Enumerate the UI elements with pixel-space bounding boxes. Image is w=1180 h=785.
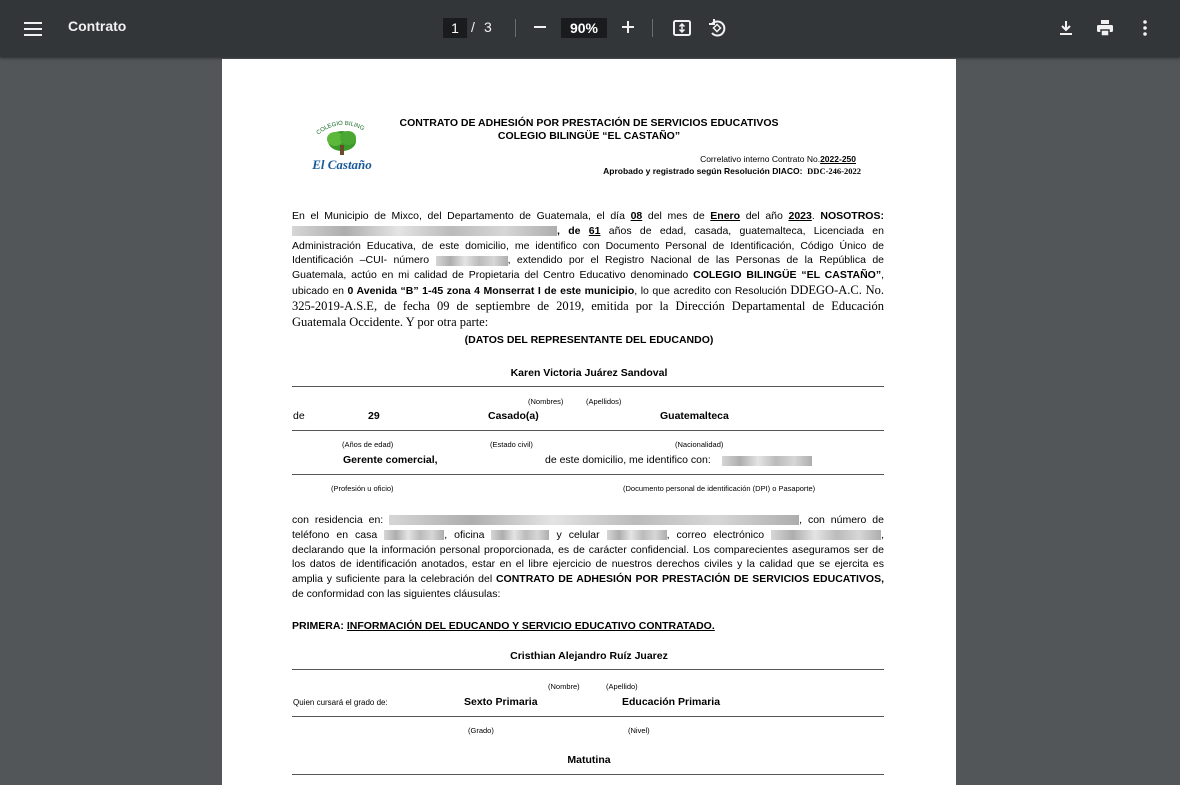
toolbar-divider (515, 19, 516, 37)
redacted-dpi (722, 456, 812, 466)
field-line (292, 774, 884, 775)
zoom-in-icon[interactable] (617, 16, 639, 38)
student-name: Cristhian Alejandro Ruíz Juarez (510, 650, 668, 662)
field-line (292, 669, 884, 670)
menu-icon[interactable] (18, 14, 48, 44)
label-profession: (Profesión u oficio) (331, 484, 394, 493)
contract-title-line1: CONTRATO DE ADHESIÓN POR PRESTACIÓN DE SERVICIOS EDUCATIVOS (399, 117, 779, 129)
document-title: Contrato (68, 18, 127, 34)
label-nombres: (Nombres) (528, 397, 564, 406)
logo-arc-text: COLEGIO BILING (315, 120, 366, 137)
zoom-out-icon[interactable] (529, 16, 551, 38)
label-civil: (Estado civil) (490, 440, 533, 449)
field-line (292, 430, 884, 431)
residence-paragraph: con residencia en: , con número de teléfono en casa , oficina y celular , correo electrónico , declarando que la información personal proporcionada, es de carácter confidencial. Los comparecientes aseguramos ser de los datos de identificación anotados, estar en el libre ejercicio de nuestros derechos civiles y la calidad que se ejercita es amplia y suficiente para la celebración del CONTRATO DE ADHESIÓN POR PRESTACIÓN DE SERVICIOS EDUCATIVOS, de conformidad con las siguientes cláusulas: (292, 514, 885, 600)
field-line (292, 474, 884, 475)
representative-profession: Gerente comercial, (343, 454, 438, 466)
redacted-email (771, 530, 881, 540)
label-nationality: (Nacionalidad) (675, 440, 724, 449)
redacted-cui (436, 256, 508, 266)
label-dpi: (Documento personal de identificación (DPI) o Pasaporte) (623, 484, 816, 493)
representative-domicilio: de este domicilio, me identifico con: (545, 454, 711, 466)
redacted-address (389, 515, 799, 525)
correlativo: Correlativo interno Contrato No.2022-250 (700, 154, 856, 164)
page-number-input[interactable]: 1 (443, 18, 467, 38)
representative-civil-status: Casado(a) (488, 410, 539, 422)
label-de: de (293, 410, 305, 422)
label-nombre: (Nombre) (548, 682, 580, 691)
fit-to-page-icon[interactable] (670, 16, 694, 40)
pdf-page (222, 59, 956, 785)
label-nivel: (Nivel) (628, 726, 650, 735)
representative-name: Karen Victoria Juárez Sandoval (510, 367, 668, 379)
student-schedule: Matutina (567, 754, 611, 766)
redacted-office-phone (491, 530, 549, 540)
grade-intro: Quien cursará el grado de: (293, 698, 388, 707)
field-line (292, 386, 884, 387)
intro-paragraph: En el Municipio de Mixco, del Departamento de Guatemala, el día 08 del mes de Enero del año 2023. NOSOTROS: , de 61 años de edad, casada, guatemalteca, Licenciada en Administración Educativa, de este domicilio, me identifico con Documento Personal de Identificación, Código Único de Identificación –CUI- número , extendido por el Registro Nacional de las Personas de la República de Guatemala, actúo en mi calidad de Propietaria del Centro Educativo denominado COLEGIO BILINGÜE “EL CASTAÑO”, ubicado en 0 Avenida “B” 1-45 zona 4 Monserrat I de este municipio, lo que acredito con Resolución DDEGO-A.C. No. 325-2019-A.S.E, de fecha 09 de septiembre de 2019, emitida por la Dirección Departamental de Educación Guatemala Occidente. Y por otra parte: (292, 210, 885, 329)
label-grado: (Grado) (468, 726, 494, 735)
aprobado-diaco: Aprobado y registrado según Resolución DIACO: DDC-246-2022 (603, 166, 861, 176)
redacted-home-phone (384, 530, 444, 540)
student-level: Educación Primaria (622, 696, 721, 708)
toolbar-divider (652, 19, 653, 37)
page-total: 3 (484, 19, 492, 35)
field-line (292, 716, 884, 717)
clause-primera: PRIMERA: INFORMACIÓN DEL EDUCANDO Y SERVICIO EDUCATIVO CONTRATADO. (292, 620, 715, 632)
representative-age: 29 (368, 410, 380, 422)
more-options-icon[interactable] (1133, 16, 1157, 40)
representative-nationality: Guatemalteca (660, 410, 729, 422)
redacted-name (292, 226, 557, 236)
print-icon[interactable] (1093, 16, 1117, 40)
logo-name: El Castaño (312, 157, 372, 172)
page-separator: / (471, 19, 475, 35)
rotate-icon[interactable] (705, 16, 729, 40)
pdf-toolbar (0, 0, 1180, 57)
student-grade: Sexto Primaria (464, 696, 538, 708)
download-icon[interactable] (1054, 16, 1078, 40)
label-age: (Años de edad) (342, 440, 394, 449)
zoom-level-input[interactable]: 90% (561, 18, 607, 38)
representative-header: (DATOS DEL REPRESENTANTE DEL EDUCANDO) (464, 334, 714, 346)
label-apellidos: (Apellidos) (586, 397, 622, 406)
contract-title-line2: COLEGIO BILINGÜE “EL CASTAÑO” (497, 130, 681, 142)
redacted-cell-phone (607, 530, 667, 540)
label-apellido: (Apellido) (606, 682, 638, 691)
